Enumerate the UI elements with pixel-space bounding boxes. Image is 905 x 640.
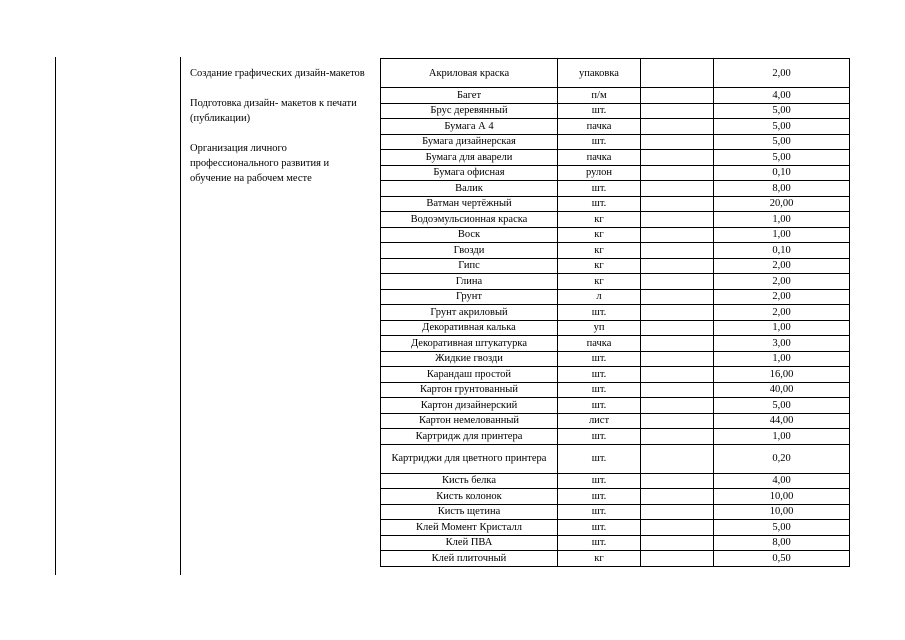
- table-row: [381, 367, 850, 383]
- material-blank-cell: [641, 196, 714, 212]
- material-name-cell: Картон немелованный: [381, 413, 558, 429]
- material-qty-cell: 0,10: [714, 243, 850, 259]
- material-qty-cell: 5,00: [714, 134, 850, 150]
- material-name-cell: Кисть белка: [381, 473, 558, 489]
- material-unit-cell: шт.: [558, 489, 641, 505]
- material-unit-cell: шт.: [558, 520, 641, 536]
- material-qty-cell: 5,00: [714, 398, 850, 414]
- material-blank-cell: [641, 88, 714, 104]
- material-qty-cell: 1,00: [714, 227, 850, 243]
- table-row: [381, 212, 850, 228]
- material-name-cell: Валик: [381, 181, 558, 197]
- competency-item: Организация личного профессионального развития и обучение на рабочем месте: [190, 143, 330, 184]
- material-qty-cell: 0,50: [714, 551, 850, 567]
- table-row: [381, 119, 850, 135]
- material-unit-cell: шт.: [558, 535, 641, 551]
- material-name-cell: Грунт акриловый: [381, 305, 558, 321]
- table-row: [381, 274, 850, 290]
- material-name-cell: Клей ПВА: [381, 535, 558, 551]
- material-qty-cell: 40,00: [714, 382, 850, 398]
- material-blank-cell: [641, 489, 714, 505]
- material-qty-cell: 5,00: [714, 150, 850, 166]
- material-unit-cell: шт.: [558, 305, 641, 321]
- material-name-cell: Карандаш простой: [381, 367, 558, 383]
- table-row: [381, 504, 850, 520]
- material-name-cell: Бумага А 4: [381, 119, 558, 135]
- material-unit-cell: шт.: [558, 444, 641, 473]
- material-blank-cell: [641, 181, 714, 197]
- material-unit-cell: шт.: [558, 429, 641, 445]
- material-qty-cell: 1,00: [714, 351, 850, 367]
- material-unit-cell: пачка: [558, 150, 641, 166]
- material-qty-cell: 5,00: [714, 520, 850, 536]
- left-border-line: [55, 57, 56, 575]
- material-name-cell: Картон дизайнерский: [381, 398, 558, 414]
- material-qty-cell: 2,00: [714, 305, 850, 321]
- material-name-cell: Жидкие гвозди: [381, 351, 558, 367]
- material-name-cell: Кисть щетина: [381, 504, 558, 520]
- material-blank-cell: [641, 289, 714, 305]
- material-unit-cell: шт.: [558, 382, 641, 398]
- table-row: [381, 103, 850, 119]
- material-blank-cell: [641, 398, 714, 414]
- competency-item: Подготовка дизайн- макетов к печати (публикации): [190, 98, 357, 124]
- material-name-cell: Картриджи для цветного принтера: [381, 444, 558, 473]
- material-name-cell: Акриловая краска: [381, 59, 558, 88]
- material-blank-cell: [641, 165, 714, 181]
- material-name-cell: Гипс: [381, 258, 558, 274]
- material-unit-cell: упаковка: [558, 59, 641, 88]
- table-row: [381, 336, 850, 352]
- material-name-cell: Брус деревянный: [381, 103, 558, 119]
- material-blank-cell: [641, 336, 714, 352]
- material-name-cell: Воск: [381, 227, 558, 243]
- table-row: [381, 165, 850, 181]
- table-row: [381, 289, 850, 305]
- material-unit-cell: л: [558, 289, 641, 305]
- material-unit-cell: шт.: [558, 473, 641, 489]
- table-row: [381, 520, 850, 536]
- material-name-cell: Гвозди: [381, 243, 558, 259]
- material-unit-cell: пачка: [558, 119, 641, 135]
- table-row: [381, 243, 850, 259]
- table-row: [381, 181, 850, 197]
- table-row: [381, 489, 850, 505]
- table-row: [381, 473, 850, 489]
- material-blank-cell: [641, 103, 714, 119]
- material-qty-cell: 0,10: [714, 165, 850, 181]
- material-unit-cell: шт.: [558, 196, 641, 212]
- column-divider-line: [180, 57, 181, 575]
- material-unit-cell: рулон: [558, 165, 641, 181]
- material-blank-cell: [641, 243, 714, 259]
- material-qty-cell: 2,00: [714, 258, 850, 274]
- competency-item: Создание графических дизайн-макетов: [190, 68, 365, 79]
- material-blank-cell: [641, 150, 714, 166]
- material-qty-cell: 0,20: [714, 444, 850, 473]
- material-name-cell: Водоэмульсионная краска: [381, 212, 558, 228]
- material-qty-cell: 8,00: [714, 535, 850, 551]
- table-row: [381, 305, 850, 321]
- material-blank-cell: [641, 119, 714, 135]
- material-name-cell: Клей плиточный: [381, 551, 558, 567]
- material-qty-cell: 3,00: [714, 336, 850, 352]
- material-blank-cell: [641, 320, 714, 336]
- material-name-cell: Картон грунтованный: [381, 382, 558, 398]
- material-blank-cell: [641, 382, 714, 398]
- table-row: [381, 227, 850, 243]
- table-row: [381, 88, 850, 104]
- material-name-cell: Декоративная штукатурка: [381, 336, 558, 352]
- material-qty-cell: 2,00: [714, 289, 850, 305]
- table-row: [381, 351, 850, 367]
- material-qty-cell: 1,00: [714, 320, 850, 336]
- material-name-cell: Грунт: [381, 289, 558, 305]
- material-unit-cell: шт.: [558, 134, 641, 150]
- material-qty-cell: 8,00: [714, 181, 850, 197]
- material-blank-cell: [641, 367, 714, 383]
- material-blank-cell: [641, 551, 714, 567]
- material-qty-cell: 10,00: [714, 504, 850, 520]
- material-blank-cell: [641, 274, 714, 290]
- material-name-cell: Багет: [381, 88, 558, 104]
- material-unit-cell: шт.: [558, 398, 641, 414]
- material-blank-cell: [641, 535, 714, 551]
- material-blank-cell: [641, 473, 714, 489]
- material-qty-cell: 20,00: [714, 196, 850, 212]
- table-row: [381, 320, 850, 336]
- material-unit-cell: шт.: [558, 504, 641, 520]
- material-unit-cell: шт.: [558, 181, 641, 197]
- material-name-cell: Бумага офисная: [381, 165, 558, 181]
- material-name-cell: Картридж для принтера: [381, 429, 558, 445]
- material-blank-cell: [641, 258, 714, 274]
- material-qty-cell: 5,00: [714, 103, 850, 119]
- material-unit-cell: кг: [558, 243, 641, 259]
- material-blank-cell: [641, 212, 714, 228]
- material-blank-cell: [641, 59, 714, 88]
- material-blank-cell: [641, 429, 714, 445]
- material-unit-cell: уп: [558, 320, 641, 336]
- table-row: [381, 134, 850, 150]
- material-blank-cell: [641, 351, 714, 367]
- material-blank-cell: [641, 444, 714, 473]
- material-blank-cell: [641, 413, 714, 429]
- material-qty-cell: 10,00: [714, 489, 850, 505]
- material-blank-cell: [641, 504, 714, 520]
- material-qty-cell: 4,00: [714, 88, 850, 104]
- table-row: [381, 398, 850, 414]
- material-name-cell: Бумага для аварели: [381, 150, 558, 166]
- material-name-cell: Ватман чертёжный: [381, 196, 558, 212]
- material-name-cell: Бумага дизайнерская: [381, 134, 558, 150]
- material-unit-cell: лист: [558, 413, 641, 429]
- material-qty-cell: 4,00: [714, 473, 850, 489]
- material-unit-cell: кг: [558, 212, 641, 228]
- material-unit-cell: шт.: [558, 367, 641, 383]
- table-row: [381, 551, 850, 567]
- table-row: [381, 150, 850, 166]
- material-qty-cell: 2,00: [714, 59, 850, 88]
- material-unit-cell: кг: [558, 258, 641, 274]
- table-row: [381, 413, 850, 429]
- table-row: [381, 196, 850, 212]
- table-row: [381, 535, 850, 551]
- material-name-cell: Глина: [381, 274, 558, 290]
- table-row: [381, 258, 850, 274]
- material-qty-cell: 5,00: [714, 119, 850, 135]
- material-qty-cell: 16,00: [714, 367, 850, 383]
- table-row: [381, 429, 850, 445]
- materials-table: [380, 58, 850, 567]
- material-qty-cell: 2,00: [714, 274, 850, 290]
- material-blank-cell: [641, 520, 714, 536]
- materials-table-body: [381, 59, 850, 567]
- table-row: [381, 444, 850, 473]
- material-unit-cell: кг: [558, 551, 641, 567]
- material-qty-cell: 1,00: [714, 212, 850, 228]
- table-row: [381, 59, 850, 88]
- material-unit-cell: пачка: [558, 336, 641, 352]
- material-name-cell: Клей Момент Кристалл: [381, 520, 558, 536]
- material-blank-cell: [641, 305, 714, 321]
- material-blank-cell: [641, 227, 714, 243]
- material-qty-cell: 44,00: [714, 413, 850, 429]
- material-name-cell: Кисть колонок: [381, 489, 558, 505]
- material-name-cell: Декоративная калька: [381, 320, 558, 336]
- competency-list: [190, 66, 365, 201]
- material-unit-cell: п/м: [558, 88, 641, 104]
- material-unit-cell: кг: [558, 227, 641, 243]
- table-row: [381, 382, 850, 398]
- material-unit-cell: кг: [558, 274, 641, 290]
- material-qty-cell: 1,00: [714, 429, 850, 445]
- material-blank-cell: [641, 134, 714, 150]
- material-unit-cell: шт.: [558, 103, 641, 119]
- material-unit-cell: шт.: [558, 351, 641, 367]
